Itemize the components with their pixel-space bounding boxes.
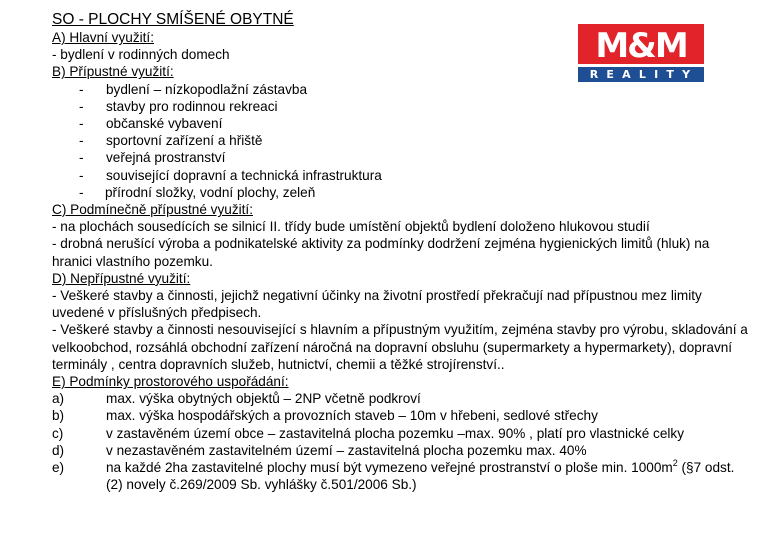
list-item-text: max. výška obytných objektů – 2NP včetně podkroví	[106, 391, 421, 407]
list-item-marker: -	[79, 167, 84, 183]
list-item-marker: -	[79, 116, 84, 132]
list-item	[52, 132, 752, 149]
list-item-text: max. výška hospodářských a provozních staveb – 10m v hřebeni, sedlové střechy	[106, 408, 598, 424]
list-item-marker: c)	[52, 425, 64, 441]
list-item-marker: a)	[52, 391, 65, 407]
list-item-marker: -	[79, 98, 84, 114]
list-item	[52, 390, 752, 407]
list-item-marker: -	[79, 81, 84, 97]
list-item-text: související dopravní a technická infrastruktura	[106, 167, 382, 183]
list-item	[52, 115, 752, 132]
section-c-paragraph: - drobná nerušící výroba a podnikatelské aktivity za podmínky dodržení zejména hygienických limitů (hluk) na hranici vlastního pozemku.	[52, 236, 710, 269]
section-e-heading: E) Podmínky prostorového uspořádání:	[52, 374, 289, 390]
list-item-text: stavby pro rodinnou rekreaci	[106, 98, 278, 114]
list-item-text: občanské vybavení	[106, 116, 223, 132]
list-item	[52, 149, 752, 166]
list-item-text: přírodní složky, vodní plochy, zeleň	[105, 184, 316, 200]
section-a-heading: A) Hlavní využití:	[52, 30, 154, 45]
list-item-marker: d)	[52, 442, 65, 458]
list-item-marker: b)	[52, 408, 65, 424]
spatial-conditions-list	[52, 390, 752, 493]
section-b-heading: B) Přípustné využití:	[52, 64, 174, 80]
document-title: SO - PLOCHY SMÍŠENÉ OBYTNÉ	[52, 11, 294, 28]
list-item	[52, 184, 752, 201]
list-item-text	[106, 459, 752, 493]
list-item-text: v zastavěném území obce – zastavitelná plocha pozemku –max. 90% , platí pro vlastnické celky	[106, 425, 685, 441]
list-item-text: sportovní zařízení a hřiště	[106, 133, 263, 149]
list-item	[52, 442, 752, 459]
list-item-marker: -	[79, 150, 84, 166]
list-item-text-tail: (§7 odst. (2) novely č.269/2009 Sb. vyhlášky č.501/2006 Sb.)	[106, 460, 735, 493]
list-item-marker: -	[79, 133, 84, 149]
section-d-heading: D) Nepřípustné využití:	[52, 270, 191, 286]
list-item	[52, 425, 752, 442]
section-d-paragraph: - Veškeré stavby a činnosti, jejichž negativní účinky na životní prostředí překračují nad přípustnou mez limity uvedené v příslušných předpisech.	[52, 288, 702, 321]
section-c-heading: C) Podmínečně přípustné využití:	[52, 202, 253, 218]
document-body	[52, 10, 752, 493]
list-item-text: bydlení – nízkopodlažní zástavba	[106, 81, 308, 97]
section-a-line: - bydlení v rodinných domech	[52, 47, 230, 63]
list-item-marker: e)	[52, 460, 65, 476]
list-item-marker: -	[79, 184, 84, 200]
company-logo	[578, 24, 704, 82]
section-d-paragraph: - Veškeré stavby a činnosti nesouvisející s hlavním a přípustným využitím, zejména stavby pro výrobu, skladování a velkoobchod, rozsáhlá obchodní zařízení náročná na dopravní obsluhu (supermarkety a hypermarkety), dopravní terminály , centra dopravních služeb, hutnictví, chemii a těžké strojírenství..	[52, 322, 748, 372]
list-item	[52, 459, 752, 493]
logo-brand-graphic	[578, 24, 704, 64]
list-item	[52, 81, 752, 98]
list-item-text: v nezastavěném zastavitelném území – zastavitelná plocha pozemku max. 40%	[106, 442, 587, 458]
logo-subtitle: REALITY	[578, 67, 704, 82]
list-item	[52, 407, 752, 424]
list-item	[52, 167, 752, 184]
section-c-paragraph: - na plochách sousedících se silnicí II. třídy bude umístění objektů bydlení doloženo hlukovou studií	[52, 219, 650, 235]
list-item	[52, 98, 752, 115]
list-item-text: veřejná prostranství	[106, 150, 226, 166]
superscript: 2	[672, 457, 678, 468]
logo-mark	[578, 24, 704, 64]
permitted-use-list	[52, 81, 752, 201]
logo-brand-text: M&M	[595, 26, 687, 64]
list-item-text-main: na každé 2ha zastavitelné plochy musí být vymezeno veřejné prostranství o ploše min. 1000m	[106, 460, 673, 476]
